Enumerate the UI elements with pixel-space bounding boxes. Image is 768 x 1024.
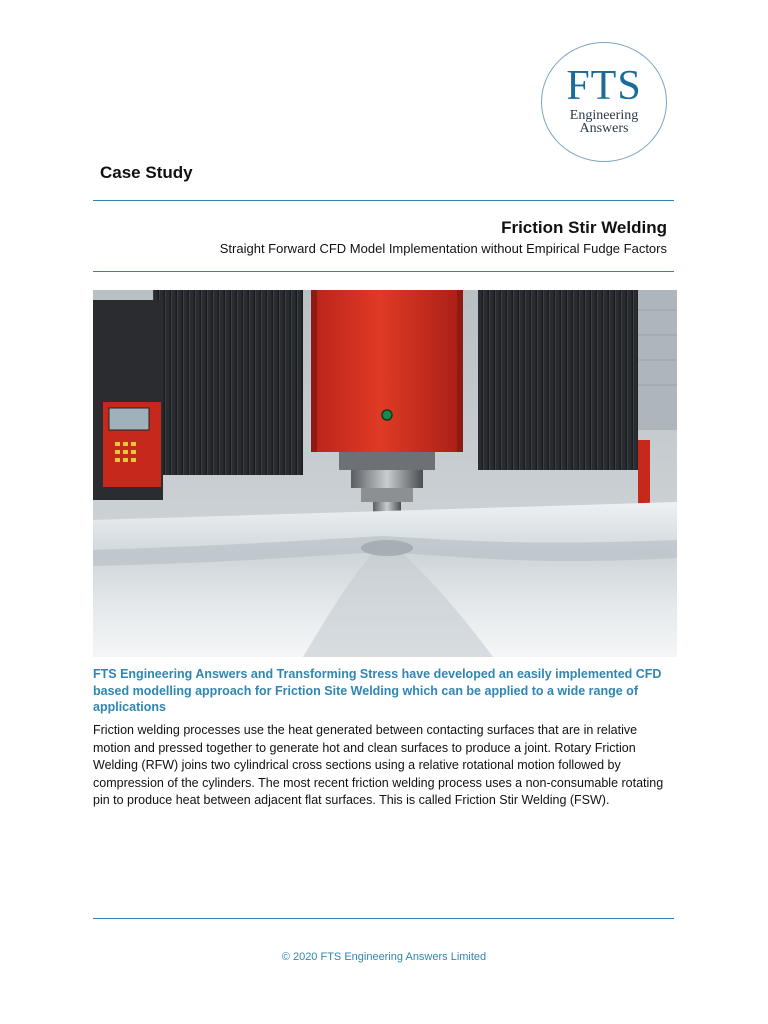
body-paragraph: Friction welding processes use the heat generated between contacting surfaces that are in relative motion and pressed together to generate hot and clean surfaces to produce a joint. Rotary Friction Welding (RFW) joins two cylindrical cross sections using a relative rotational motion followed by compression of the cylinders. The most recent friction welding process uses a non-consumable rotating pin to produce heat between adjacent flat surfaces. This is called Friction Stir Welding (FSW). <box>93 723 664 808</box>
friction-stir-welding-machine-photo <box>93 290 677 657</box>
article-subtitle: Straight Forward CFD Model Implementation without Empirical Fudge Factors <box>219 241 667 256</box>
company-logo <box>541 42 667 162</box>
logo-line-answers: Answers <box>579 121 629 136</box>
article-title: Friction Stir Welding <box>501 218 667 237</box>
divider-top <box>93 200 674 201</box>
document-type-label: Case Study <box>100 163 193 182</box>
lead-paragraph: FTS Engineering Answers and Transforming Stress have developed an easily implemented CFD based modelling approach for Friction Site Welding which can be applied to a wide range of applications <box>93 667 662 714</box>
logo-line-engineering: Engineering <box>569 108 639 123</box>
logo-mark: FTS <box>566 63 642 109</box>
footer-copyright: © 2020 FTS Engineering Answers Limited <box>281 951 487 963</box>
divider-below-title <box>93 271 674 272</box>
divider-footer <box>93 918 674 919</box>
